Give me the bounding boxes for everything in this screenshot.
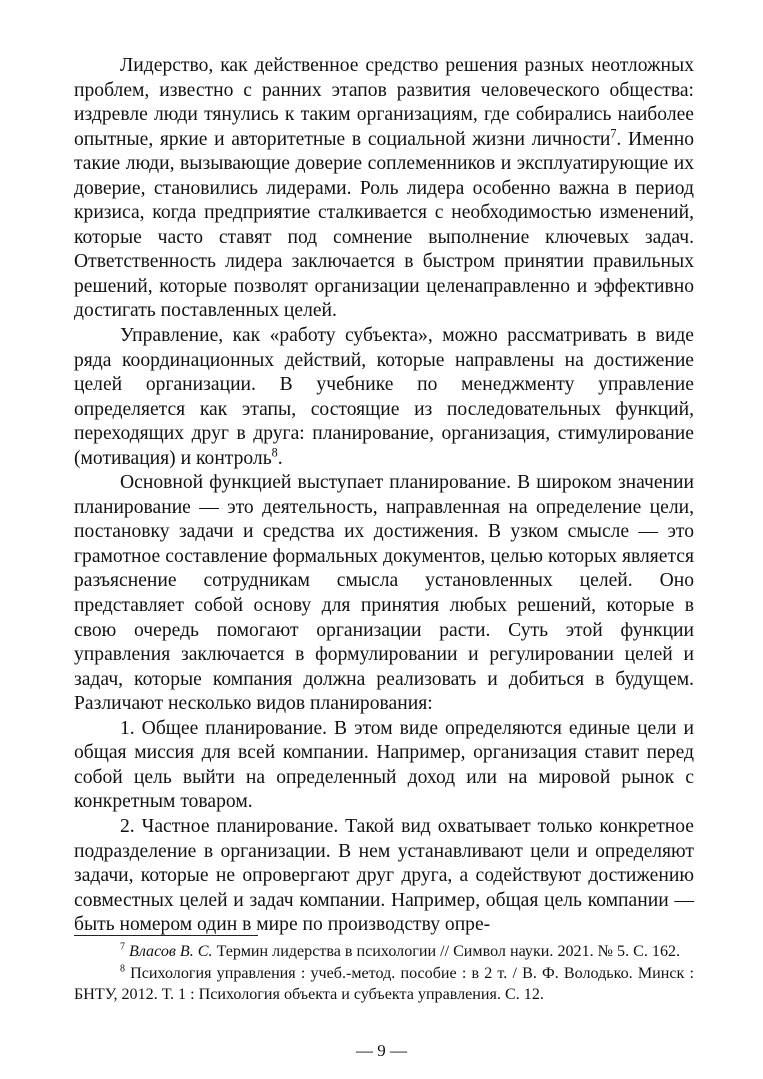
paragraph-text: Управление, как «работу субъекта», можно рассматривать в виде ряда координационных действий, которые направлены на достижение целей организации. В учебнике по менеджменту управление определяется как этапы, состоящие из последовательных функций, переходящих друг в друга: планирование, организация, стимулирование (мотивация) и контроль — [74, 325, 694, 469]
paragraph-general-planning: 1. Общее планирование. В этом виде определяются единые цели и общая миссия для всей компании. Например, организация ставит перед собой цель выйти на определенный доход или на мировой рынок с конкретным товаром. — [74, 717, 694, 813]
footnote-separator — [74, 935, 258, 936]
footnote-ref-7[interactable]: 7 — [610, 126, 617, 141]
paragraph-text: . Именно такие люди, вызывающие доверие соплеменников и эксплуатирующие их доверие, становились лидерами. Роль лидера особенно важна в период кризиса, когда предприятие сталкивается с необходимостью изменений, которые часто ставят под сомнение выполнение ключевых задач. Ответственность лидера заключается в быстром принятии правильных решений, которые позволят организации целенаправленно и эффективно достигать поставленных целей. — [74, 128, 694, 322]
paragraph-text: Лидерство, как действенное средство решения разных неотложных проблем, известно с ранних этапов развития человеческого общества: издревле люди тянулись к таким организациям, где собирались наиболее опытные, яркие и авторитетные в социальной жизни личности — [74, 55, 694, 150]
paragraph-leadership — [74, 54, 694, 324]
footnote-8 — [74, 963, 694, 1006]
page-number: — 9 — — [356, 1041, 407, 1060]
paragraph-management — [74, 324, 694, 471]
paragraph-planning: Основной функцией выступает планирование. В широком значении планирование — это деятельность, направленная на определение цели, постановку задачи и средства их достижения. В узком смысле — это грамотное составление формальных документов, целью которых является разъяснение сотрудникам смысла установленных целей. Оно представляет собой основу для принятия любых решений, которые в свою очередь помогают организации расти. Суть этой функции управления заключается в формулировании и регулировании целей и задач, которые компания должна реализовать и добиться в будущем. Различают несколько видов планирования: — [74, 472, 694, 715]
footnote-number: 7 — [120, 941, 125, 953]
footnote-author: Власов В. С. — [129, 943, 213, 960]
paragraph-particular-planning: 2. Частное планирование. Такой вид охватывает только конкретное подразделение в организации. В нем устанавливают цели и определяют задачи, которые не опровергают друг друга, а содействуют достижению совместных целей и задач компании. Например, общая цель компании — быть номером один в мире по производству опре- — [74, 815, 694, 936]
footnote-number: 8 — [120, 963, 125, 975]
footnotes — [74, 941, 694, 1006]
footnote-text: Психология управления : учеб.-метод. пособие : в 2 т. / В. Ф. Володько. Минск : БНТУ, 2012. Т. 1 : Психология объекта и субъекта управления. С. 12. — [74, 964, 694, 1003]
footnote-7 — [74, 941, 694, 963]
body-text — [74, 54, 694, 938]
footnote-ref-8[interactable]: 8 — [271, 445, 278, 460]
paragraph-text: . — [277, 447, 283, 469]
footnote-text: Термин лидерства в психологии // Символ науки. 2021. № 5. С. 162. — [212, 943, 681, 960]
